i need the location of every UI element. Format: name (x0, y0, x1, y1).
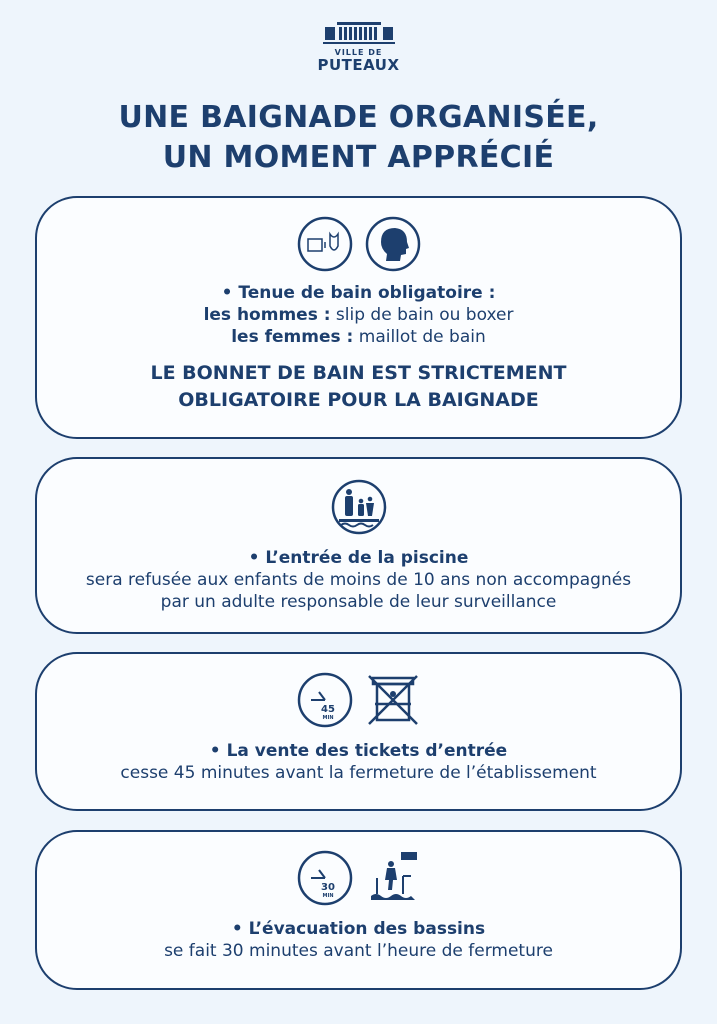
ville-de-puteaux-logo (0, 22, 717, 73)
children-line1: sera refusée aux enfants de moins de 10 ans non accompagnés (85, 570, 632, 590)
card-swimwear (35, 196, 682, 439)
women-label: les femmes : (231, 327, 354, 347)
swim-cap-icon (365, 216, 421, 272)
evacuation-line1: se fait 30 minutes avant l’heure de fermeture (164, 941, 553, 961)
children-heading: • L’entrée de la piscine (248, 548, 469, 568)
card-evacuation (35, 830, 682, 990)
building-icon (323, 22, 395, 44)
tickets-heading: • La vente des tickets d’entrée (209, 741, 508, 761)
women-text: maillot de bain (353, 327, 486, 347)
family-icon (331, 479, 387, 535)
pool-exit-icon (365, 850, 421, 906)
emphasis-line2: OBLIGATOIRE POUR LA BAIGNADE (178, 389, 539, 411)
emphasis-line1: LE BONNET DE BAIN EST STRICTEMENT (150, 362, 567, 384)
children-line2: par un adulte responsable de leur surveillance (160, 592, 557, 612)
page-title (0, 98, 717, 178)
clock-30-icon (297, 850, 353, 906)
title-line2: UN MOMENT APPRÉCIÉ (162, 140, 555, 175)
clock-unit: MIN (321, 893, 334, 899)
evacuation-heading: • L’évacuation des bassins (231, 919, 486, 939)
women-rule (37, 326, 680, 348)
swimwear-icon (297, 216, 353, 272)
card-children (35, 457, 682, 634)
tickets-line1: cesse 45 minutes avant la fermeture de l’établissement (120, 763, 597, 783)
card-tickets (35, 652, 682, 811)
clock-45-icon (297, 672, 353, 728)
title-line1: UNE BAIGNADE ORGANISÉE, (118, 100, 599, 135)
swim-cap-rule (37, 360, 680, 414)
men-text: slip de bain ou boxer (330, 305, 514, 325)
ticket-office-closed-icon (365, 672, 421, 728)
men-label: les hommes : (203, 305, 331, 325)
clock-value: 45 (320, 704, 335, 715)
clock-value: 30 (320, 882, 335, 893)
clock-unit: MIN (321, 715, 334, 721)
logo-line1: VILLE DE (334, 48, 383, 57)
swimwear-heading: • Tenue de bain obligatoire : (221, 283, 496, 303)
logo-line2: PUTEAUX (317, 56, 400, 74)
men-rule (37, 304, 680, 326)
